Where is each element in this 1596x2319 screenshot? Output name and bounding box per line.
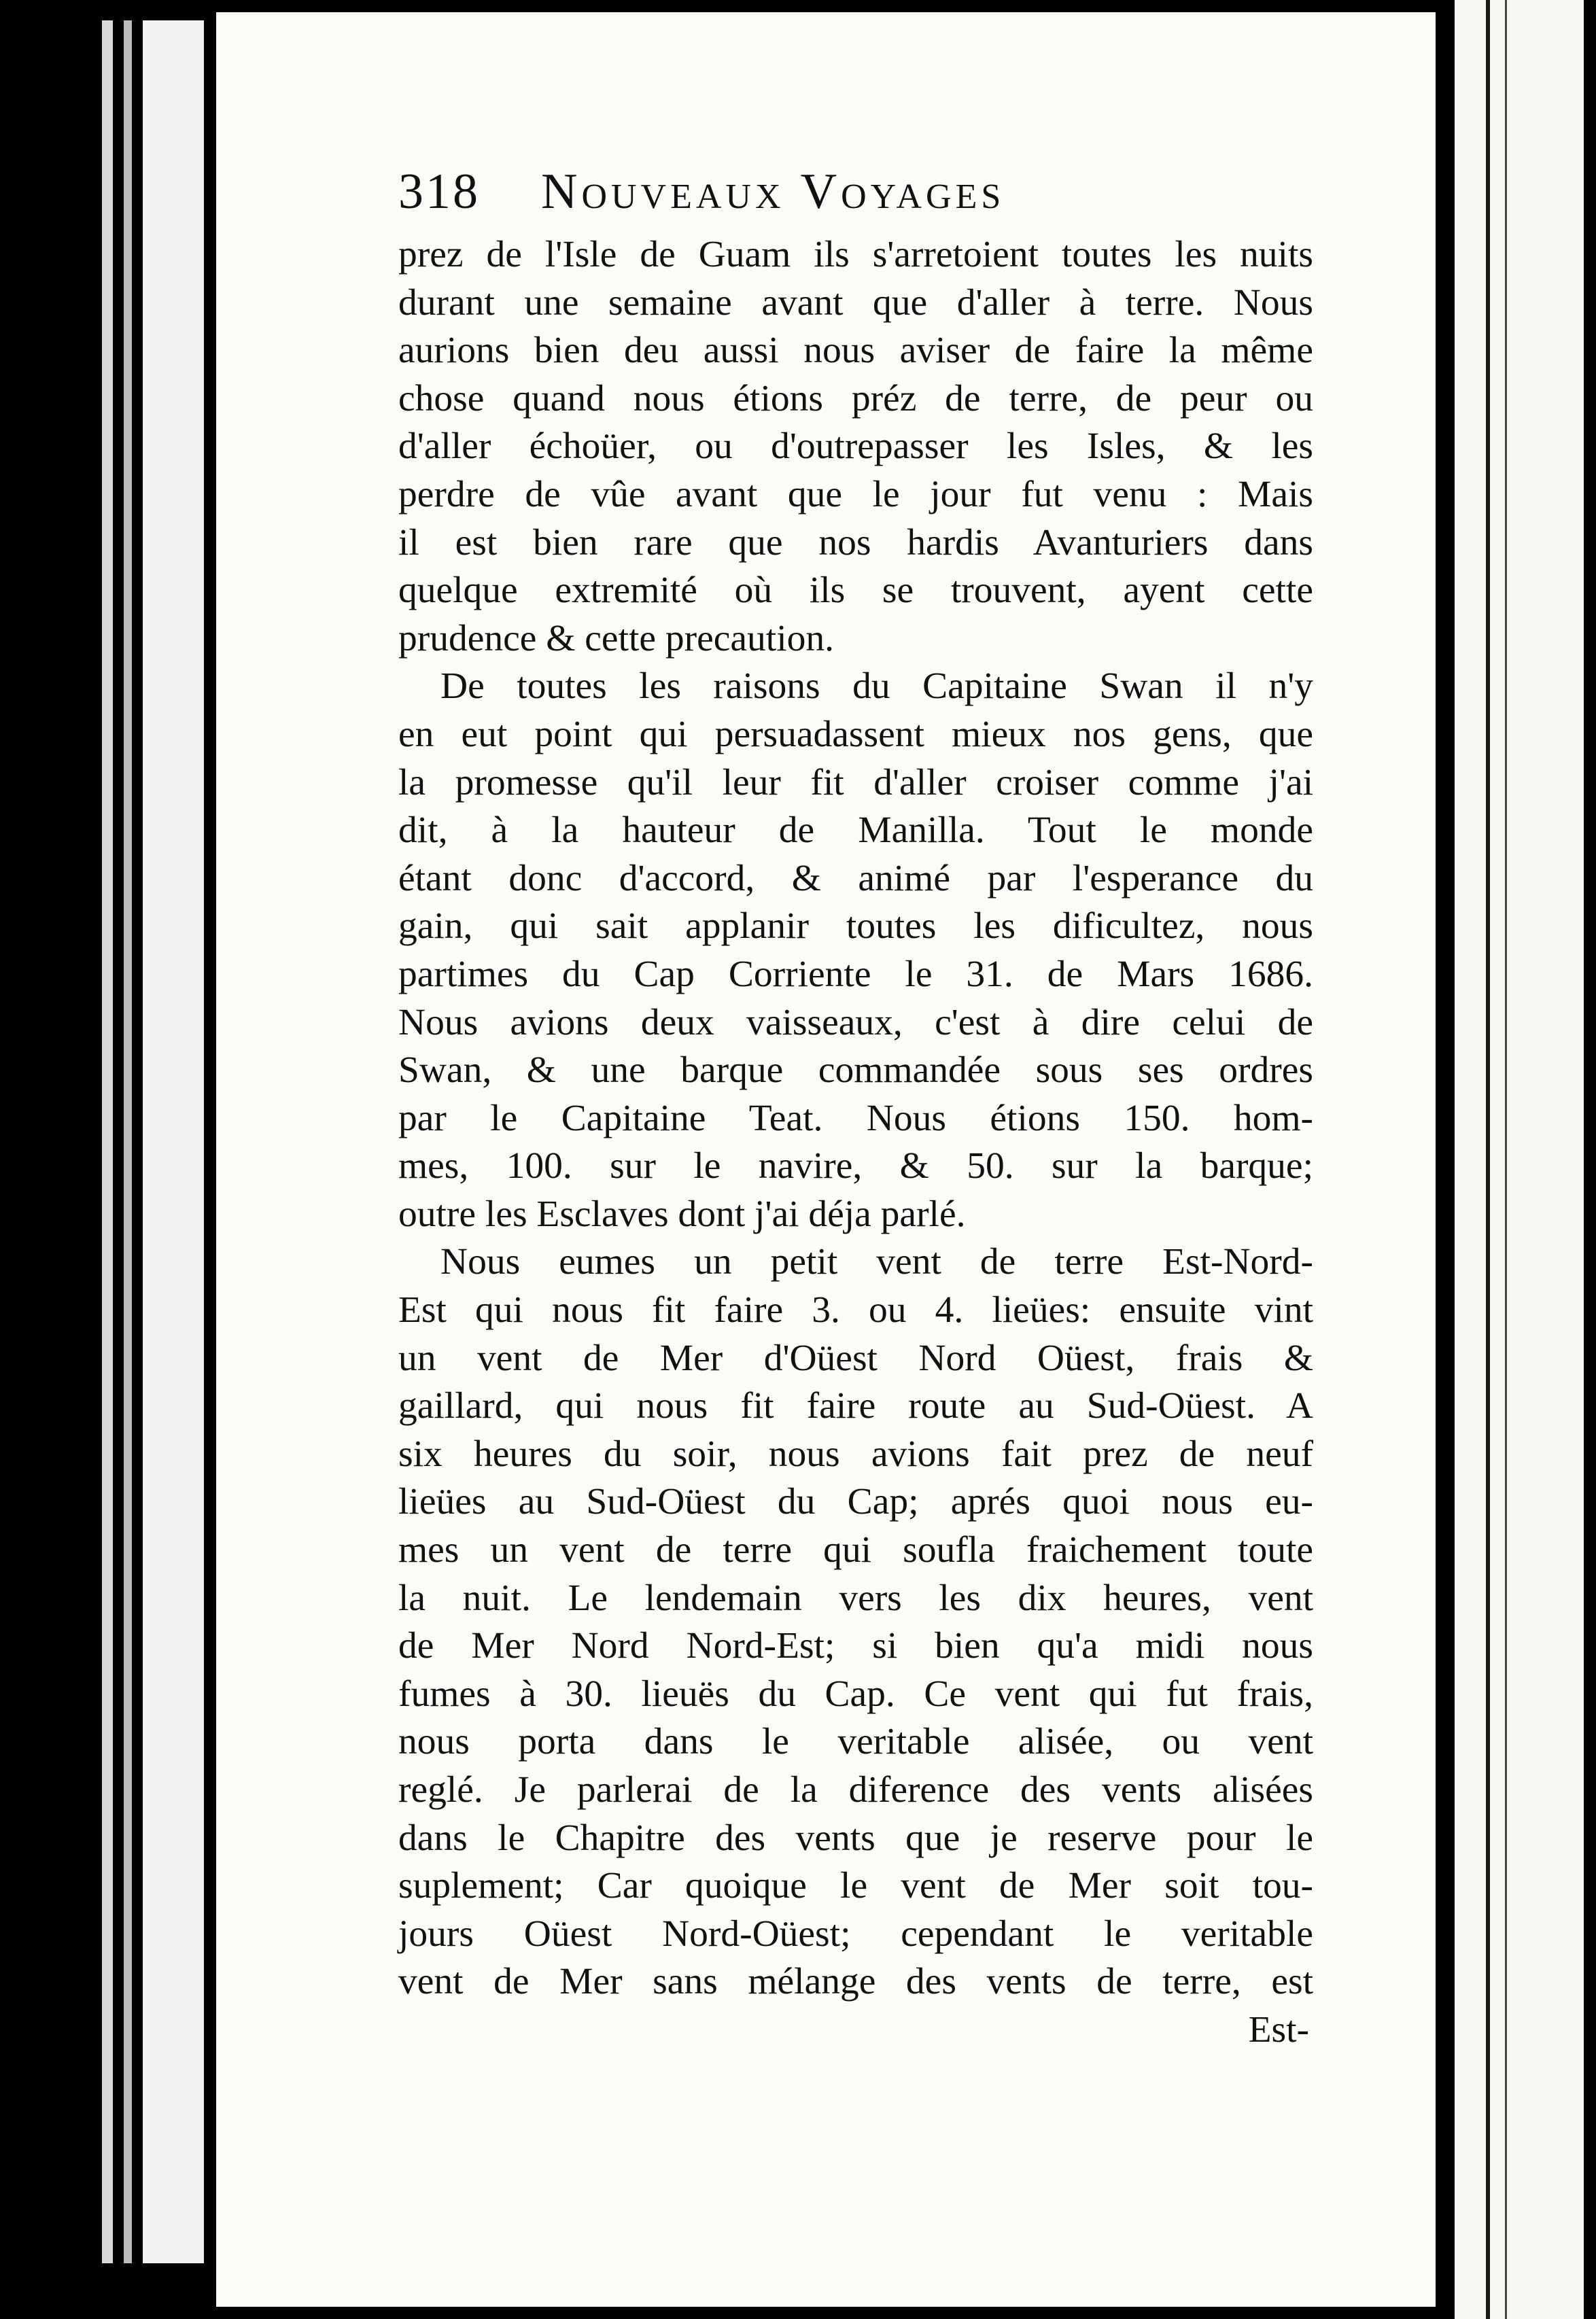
- text-line: Swan, & une barque commandée sous ses ordres: [398, 1049, 1313, 1092]
- text-line: perdre de vûe avant que le jour fut venu : Mais: [398, 473, 1313, 515]
- page-text: [398, 163, 1313, 2055]
- text-line: durant une semaine avant que d'aller à terre. Nous: [398, 281, 1313, 324]
- text-line: d'aller échoüer, ou d'outrepasser les Isles, & les: [398, 425, 1313, 468]
- text-line: chose quand nous étions préz de terre, de peur ou: [398, 377, 1313, 419]
- page-edge: [124, 20, 132, 2263]
- text-line: gain, qui sait applanir toutes les dificultez, nous: [398, 905, 1313, 947]
- text-line: fumes à 30. lieuës du Cap. Ce vent qui fut frais,: [398, 1673, 1313, 1715]
- text-line: Nous eumes un petit vent de terre Est-Nord-: [440, 1241, 1313, 1283]
- gutter-line: [1486, 0, 1490, 2319]
- text-line: aurions bien deu aussi nous aviser de faire la même: [398, 330, 1313, 372]
- text-line: reglé. Je parlerai de la diference des vents alisées: [398, 1769, 1313, 1811]
- text-line: par le Capitaine Teat. Nous étions 150. hom-: [398, 1097, 1313, 1139]
- page-number: 318: [398, 164, 480, 220]
- text-line: mes un vent de terre qui soufla fraichement toute: [398, 1529, 1313, 1571]
- text-line: dit, à la hauteur de Manilla. Tout le monde: [398, 809, 1313, 852]
- text-line: nous porta dans le veritable alisée, ou vent: [398, 1721, 1313, 1763]
- text-line: partimes du Cap Corriente le 31. de Mars 1686.: [398, 953, 1313, 995]
- text-line: en eut point qui persuadassent mieux nos gens, que: [398, 713, 1313, 755]
- page-edge: [143, 20, 204, 2263]
- running-head: [398, 163, 1313, 231]
- text-line: de Mer Nord Nord-Est; si bien qu'a midi nous: [398, 1625, 1313, 1667]
- text-line: prudence & cette precaution.: [398, 617, 835, 659]
- text-line: il est bien rare que nos hardis Avanturiers dans: [398, 521, 1313, 563]
- text-line: gaillard, qui nous fit faire route au Sud-Oüest. A: [398, 1385, 1313, 1427]
- text-line: Est qui nous fit faire 3. ou 4. lieües: ensuite vint: [398, 1289, 1313, 1331]
- text-line: six heures du soir, nous avions fait prez de neuf: [398, 1433, 1313, 1475]
- text-line: mes, 100. sur le navire, & 50. sur la barque;: [398, 1145, 1313, 1187]
- running-title: Nouveaux Voyages: [541, 164, 1005, 220]
- text-line: jours Oüest Nord-Oüest; cependant le veritable: [398, 1913, 1313, 1955]
- text-line: la promesse qu'il leur fit d'aller croiser comme j'ai: [398, 761, 1313, 803]
- text-line: quelque extremité où ils se trouvent, ayent cette: [398, 570, 1313, 612]
- text-line: outre les Esclaves dont j'ai déja parlé.: [398, 1193, 966, 1235]
- text-line: De toutes les raisons du Capitaine Swan il n'y: [440, 665, 1313, 708]
- text-line: dans le Chapitre des vents que je reserve pour le: [398, 1817, 1313, 1859]
- text-line: vent de Mer sans mélange des vents de terre, est: [398, 1961, 1313, 2003]
- text-line: Nous avions deux vaisseaux, c'est à dire celui de: [398, 1001, 1313, 1043]
- text-line: lieües au Sud-Oüest du Cap; aprés quoi nous eu-: [398, 1481, 1313, 1523]
- catchword: Est-: [1248, 2008, 1309, 2051]
- text-line: suplement; Car quoique le vent de Mer soit tou-: [398, 1865, 1313, 1907]
- facing-page-edge: [1455, 0, 1584, 2319]
- gutter-line: [1505, 0, 1507, 2319]
- text-line: un vent de Mer d'Oüest Nord Oüest, frais &: [398, 1337, 1313, 1379]
- text-line: la nuit. Le lendemain vers les dix heures, vent: [398, 1577, 1313, 1619]
- text-line: étant donc d'accord, & animé par l'esperance du: [398, 857, 1313, 899]
- page-edge: [102, 20, 113, 2263]
- text-line: prez de l'Isle de Guam ils s'arretoient toutes les nuits: [398, 234, 1313, 275]
